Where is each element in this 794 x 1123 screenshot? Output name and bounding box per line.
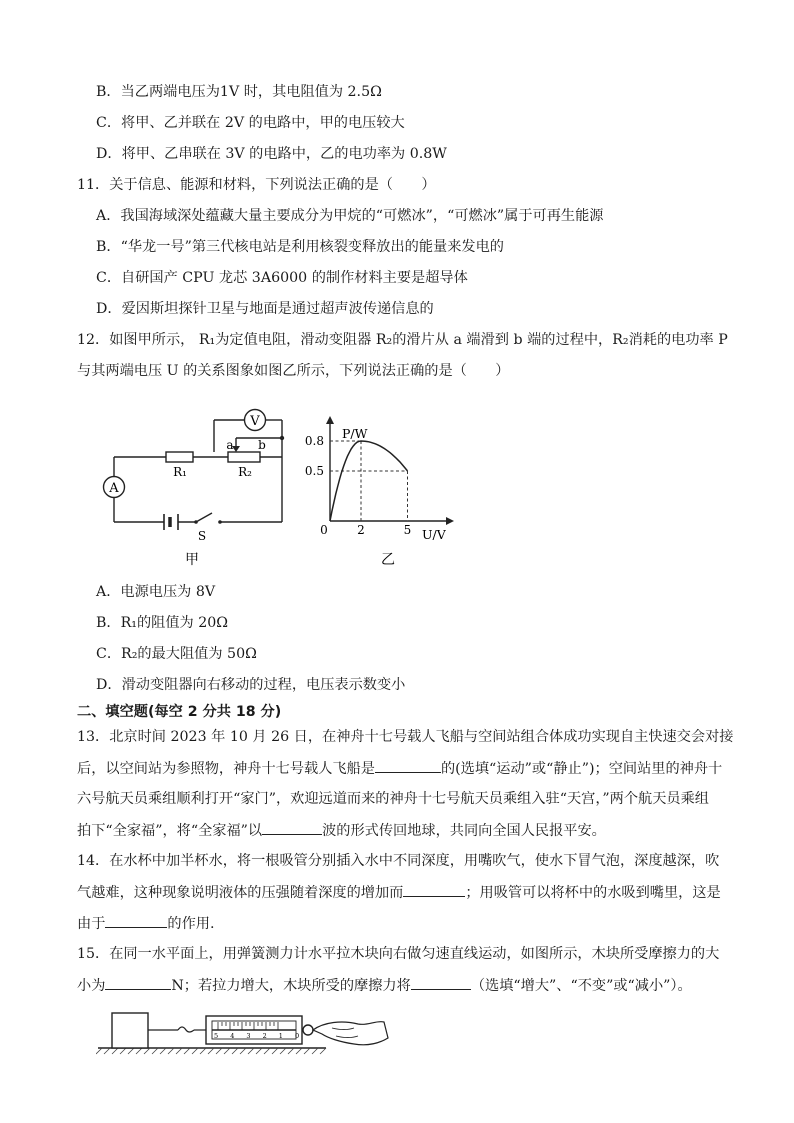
q13-blank-2[interactable]	[262, 820, 322, 835]
q12-stem-line1: 12．如图甲所示， R₁为定值电阻，滑动变阻器 R₂的滑片从 a 端滑到 b 端的过程中，R₂消耗的电功率 P	[77, 332, 728, 348]
r1-label: R₁	[173, 465, 187, 479]
wooden-block	[112, 1013, 148, 1048]
y-axis-arrow-icon	[326, 416, 334, 424]
circuit-diagram	[96, 400, 296, 572]
q14-line2	[77, 882, 721, 903]
q14-text: 气越难，这种现象说明液体的压强随着深度的增加而	[77, 885, 404, 901]
ammeter-label: A	[109, 481, 119, 496]
x-axis-arrow-icon	[446, 517, 454, 525]
q13-line4	[77, 820, 606, 841]
q15-line2	[77, 975, 692, 996]
hook-icon	[178, 1027, 194, 1032]
scale-ring	[303, 1025, 313, 1035]
spring-scale-figure	[96, 1008, 396, 1060]
q13-line1: 13．北京时间 2023 年 10 月 26 日，在神舟十七号载人飞船与空间站组合体成功实现自主快速交会对接	[77, 729, 734, 745]
power-voltage-graph	[296, 416, 466, 572]
q10-option-b: B．当乙两端电压为1V 时，其电阻值为 2.5Ω	[96, 84, 382, 100]
q14-blank-2[interactable]	[105, 913, 167, 928]
q13-text: 的(选填“运动”或“静止”)；空间站里的神舟十	[440, 761, 723, 777]
circuit-caption: 甲	[185, 552, 199, 568]
q12-option-c: C．R₂的最大阻值为 50Ω	[96, 646, 257, 662]
q12-option-b: B．R₁的阻值为 20Ω	[96, 615, 229, 631]
q14-line3	[77, 913, 214, 934]
q15-text: （选填“增大”、“不变”或“减小”）。	[470, 978, 692, 994]
switch-label: S	[197, 529, 207, 543]
q12-stem-line2: 与其两端电压 U 的关系图象如图乙所示，下列说法正确的是（ ）	[77, 363, 510, 379]
hand-icon	[313, 1022, 388, 1045]
x-tick-2: 2	[357, 523, 365, 537]
q15-blank-2[interactable]	[411, 975, 471, 990]
q13-text: 后，以空间站为参照物，神舟十七号载人飞船是	[77, 761, 375, 777]
y-tick-0-8: 0.8	[304, 434, 324, 448]
q14-text: 由于	[77, 916, 106, 932]
q13-line3: 六号航天员乘组顺利打开“家门”，欢迎远道而来的神舟十七号航天员乘组入驻“天宫，”两个航天员乘组	[77, 791, 709, 807]
q13-blank-1[interactable]	[375, 758, 441, 773]
q13-text: 拍下“全家福”，将“全家福”以	[77, 823, 263, 839]
r2-label: R₂	[238, 465, 252, 479]
end-b-label: b	[258, 438, 266, 452]
y-tick-0-5: 0.5	[304, 464, 324, 478]
q10-option-d: D．将甲、乙串联在 3V 的电路中，乙的电功率为 0.8W	[96, 146, 447, 162]
end-a-label: a	[226, 438, 234, 452]
q13-line2	[77, 758, 722, 779]
x-axis-label: U/V	[422, 527, 446, 542]
q14-text: 的作用.	[167, 916, 215, 932]
q11-option-c: C．自研国产 CPU 龙芯 3A6000 的制作材料主要是超导体	[96, 270, 468, 286]
voltmeter-label: V	[250, 414, 260, 429]
q15-line1: 15．在同一水平面上，用弹簧测力计水平拉木块向右做匀速直线运动，如图所示，木块所受摩擦力的大	[77, 946, 720, 962]
q12-option-a: A．电源电压为 8V	[96, 584, 216, 600]
section-heading-fill-blank: 二、填空题(每空 2 分共 18 分)	[77, 704, 282, 720]
q11-option-d: D．爱因斯坦探针卫星与地面是通过超声波传递信息的	[96, 301, 434, 317]
q14-blank-1[interactable]	[403, 882, 465, 897]
graph-caption: 乙	[381, 552, 395, 568]
q15-text: N；若拉力增大，木块所受的摩擦力将	[171, 978, 411, 994]
q14-text: ；用吸管可以将杯中的水吸到嘴里，这是	[465, 885, 721, 901]
y-axis-label: P/W	[342, 426, 368, 441]
q15-blank-1[interactable]	[105, 975, 171, 990]
q15-text: 小为	[77, 978, 106, 994]
power-curve	[330, 441, 408, 521]
q11-stem: 11．关于信息、能源和材料，下列说法正确的是（ ）	[77, 177, 436, 193]
q11-option-b: B．“华龙一号”第三代核电站是利用核裂变释放出的能量来发电的	[96, 239, 504, 255]
q13-text: 波的形式传回地球，共同向全国人民报平安。	[322, 823, 606, 839]
scale-numbers: 5 4 3 2 1 0	[214, 1032, 305, 1040]
q12-option-d: D．滑动变阻器向右移动的过程，电压表示数变小	[96, 677, 406, 693]
x-tick-5: 5	[403, 523, 412, 537]
q14-line1: 14．在水杯中加半杯水，将一根吸管分别插入水中不同深度，用嘴吹气，使水下冒气泡，深度越深，吹	[77, 853, 720, 869]
q11-option-a: A．我国海域深处蕴藏大量主要成分为甲烷的“可燃冰”，“可燃冰”属于可再生能源	[96, 208, 604, 224]
q10-option-c: C．将甲、乙并联在 2V 的电路中，甲的电压较大	[96, 115, 405, 131]
origin-label: 0	[320, 523, 328, 537]
